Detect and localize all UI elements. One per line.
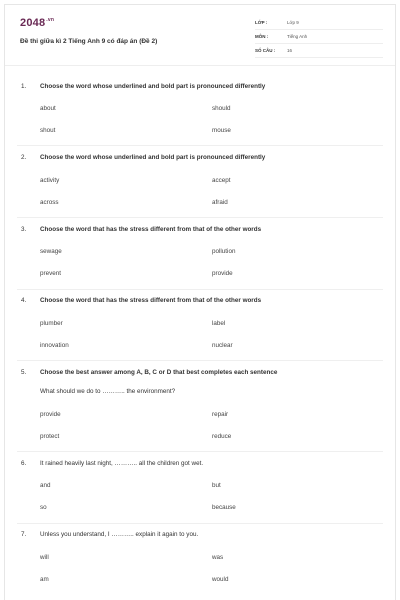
question-6-option-d[interactable]: because xyxy=(212,504,236,511)
site-logo[interactable] xyxy=(20,17,54,29)
question-1-option-a[interactable]: about xyxy=(40,105,56,112)
question-5-number: 5. xyxy=(21,369,27,376)
question-1-number: 1. xyxy=(21,83,27,90)
question-divider xyxy=(17,145,383,146)
meta-class-value: Lớp 9 xyxy=(287,20,299,25)
question-1-option-c[interactable]: shout xyxy=(40,127,56,134)
question-3-prompt: Choose the word that has the stress different from that of the other words xyxy=(40,226,262,233)
question-5-option-c[interactable]: protect xyxy=(40,433,60,440)
question-divider xyxy=(17,360,383,361)
question-3-option-b[interactable]: pollution xyxy=(212,248,236,255)
question-divider xyxy=(17,523,383,524)
question-5-sentence: What should we do to ……….. the environment? xyxy=(40,388,176,395)
question-2-option-b[interactable]: accept xyxy=(212,177,231,184)
question-6-option-a[interactable]: and xyxy=(40,482,51,489)
question-7-prompt: Unless you understand, I ……….. explain it again to you. xyxy=(40,531,199,538)
question-3-option-a[interactable]: sewage xyxy=(40,248,62,255)
question-6-option-c[interactable]: so xyxy=(40,504,47,511)
question-2-option-c[interactable]: across xyxy=(40,199,59,206)
meta-subject-value: Tiếng Anh xyxy=(287,34,308,39)
question-2-option-d[interactable]: afraid xyxy=(212,199,228,206)
meta-count-value: 16 xyxy=(287,48,293,53)
question-divider xyxy=(17,289,383,290)
question-1-option-b[interactable]: should xyxy=(212,105,231,112)
question-2-prompt: Choose the word whose underlined and bold part is pronounced differently xyxy=(40,154,266,161)
question-divider xyxy=(17,217,383,218)
question-divider xyxy=(17,451,383,452)
question-5-option-b[interactable]: repair xyxy=(212,411,229,418)
question-3-number: 3. xyxy=(21,226,27,233)
meta-count-row xyxy=(255,45,383,58)
question-4-option-d[interactable]: nuclear xyxy=(212,342,233,349)
meta-subject-row xyxy=(255,31,383,44)
question-6-number: 6. xyxy=(21,460,27,467)
meta-subject-label: MÔN : xyxy=(255,34,269,39)
question-1-prompt: Choose the word whose underlined and bold part is pronounced differently xyxy=(40,83,266,90)
question-6-prompt: It rained heavily last night, ……….. all the children got wet. xyxy=(40,460,204,467)
question-5-option-a[interactable]: provide xyxy=(40,411,61,418)
question-4-option-c[interactable]: innovation xyxy=(40,342,69,349)
question-5-option-d[interactable]: reduce xyxy=(212,433,232,440)
question-3-option-c[interactable]: prevent xyxy=(40,270,62,277)
question-6-option-b[interactable]: but xyxy=(212,482,221,489)
logo-suffix: .vn xyxy=(46,17,55,24)
question-7-option-c[interactable]: am xyxy=(40,576,49,583)
question-4-prompt: Choose the word that has the stress different from that of the other words xyxy=(40,297,262,304)
document-page xyxy=(4,4,396,600)
question-4-option-b[interactable]: label xyxy=(212,320,226,327)
question-2-number: 2. xyxy=(21,154,27,161)
question-5-prompt: Choose the best answer among A, B, C or D that best completes each sentence xyxy=(40,369,278,376)
question-4-option-a[interactable]: plumber xyxy=(40,320,63,327)
question-1-option-d[interactable]: mouse xyxy=(212,127,231,134)
question-3-option-d[interactable]: provide xyxy=(212,270,233,277)
document-header xyxy=(5,5,395,66)
question-2-option-a[interactable]: activity xyxy=(40,177,60,184)
question-7-option-d[interactable]: would xyxy=(212,576,229,583)
meta-count-label: SỐ CÂU : xyxy=(255,48,276,53)
question-7-number: 7. xyxy=(21,531,27,538)
meta-class-label: LỚP : xyxy=(255,20,268,25)
meta-class-row xyxy=(255,17,383,30)
question-7-option-a[interactable]: will xyxy=(40,554,49,561)
question-7-option-b[interactable]: was xyxy=(212,554,224,561)
document-title: Đề thi giữa kì 2 Tiếng Anh 9 có đáp án (Đề 2) xyxy=(20,38,158,45)
question-4-number: 4. xyxy=(21,297,27,304)
logo-text: 2048 xyxy=(20,17,46,29)
